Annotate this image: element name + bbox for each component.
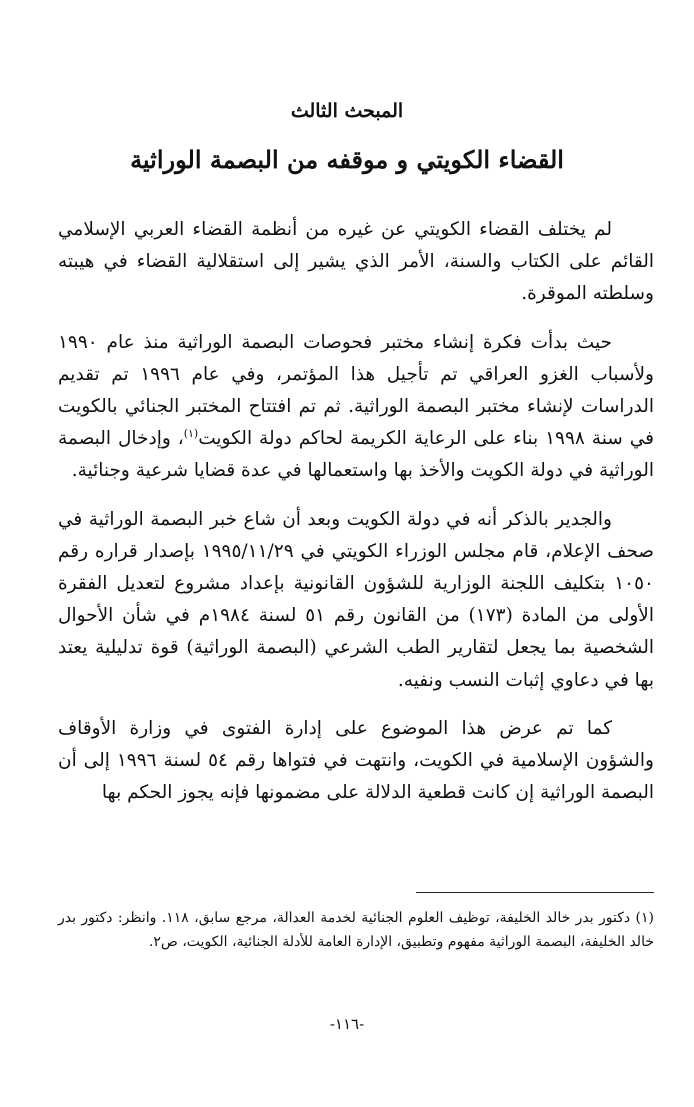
paragraph-4: كما تم عرض هذا الموضوع على إدارة الفتوى في وزارة الأوقاف والشؤون الإسلامية في الكويت، وانتهت في فتواها رقم ٥٤ لسنة ١٩٩٦ إلى أن البصمة الوراثية إن كانت قطعية الدلالة على مضمونها فإنه يجوز الحكم بها bbox=[58, 717, 654, 804]
footnotes bbox=[58, 906, 654, 954]
footnote-divider bbox=[416, 892, 654, 893]
body-text bbox=[58, 214, 654, 825]
paragraph-2-text-before-ref: حيث بدأت فكرة إنشاء مختبر فحوصات البصمة الوراثية منذ عام ١٩٩٠ ولأسباب الغزو العراقي تم تأجيل هذا المؤتمر، وفي عام ١٩٩٦ تم تقديم الدراسات لإنشاء مختبر البصمة الوراثية. ثم تم افتتاح المختبر الجنائي بالكويت في سنة ١٩٩٨ بناء على الرعاية الكريمة لحاكم دولة الكويت bbox=[58, 331, 654, 450]
section-label: المبحث الثالث bbox=[290, 100, 404, 122]
footnote-1: (١) دكتور بدر خالد الخليفة، توظيف العلوم الجنائية لخدمة العدالة، مرجع سابق، ١١٨. وانظر: دكتور بدر خالد الخليفة، البصمة الوراثية مفهوم وتطبيق، الإدارة العامة للأدلة الجنائية، الكويت، ص٢. bbox=[58, 910, 654, 950]
paragraph-2 bbox=[58, 327, 654, 488]
paragraph-3: والجدير بالذكر أنه في دولة الكويت وبعد أن شاع خبر البصمة الوراثية في صحف الإعلام، قام مجلس الوزراء الكويتي في ١٩٩٥/١١/٢٩ بإصدار قراره رقم ١٠٥٠ بتكليف اللجنة الوزارية للشؤون القانونية بإعداد مشروع لتعديل الفقرة الأولى من المادة (١٧٣) من القانون رقم ٥١ لسنة ١٩٨٤م في شأن الأحوال الشخصية بما يجعل لتقارير الطب الشرعي (البصمة الوراثية) قوة تدليلية يعتد بها في دعاوي إثبات النسب ونفيه. bbox=[58, 508, 654, 691]
page-number: -١١٦- bbox=[329, 1015, 365, 1033]
paragraph-1: لم يختلف القضاء الكويتي عن غيره من أنظمة القضاء العربي الإسلامي القائم على الكتاب والسنة، الأمر الذي يشير إلى استقلالية القضاء في هيبته وسلطته الموقرة. bbox=[58, 219, 654, 305]
paragraph-2-text-after-ref: ، وإدخال البصمة الوراثية في دولة الكويت والأخذ بها واستعمالها في عدة قضايا شرعية وجنائية. bbox=[58, 428, 654, 482]
footnote-reference[interactable]: (١) bbox=[183, 427, 199, 441]
page-title: القضاء الكويتي و موقفه من البصمة الوراثية bbox=[130, 145, 564, 174]
